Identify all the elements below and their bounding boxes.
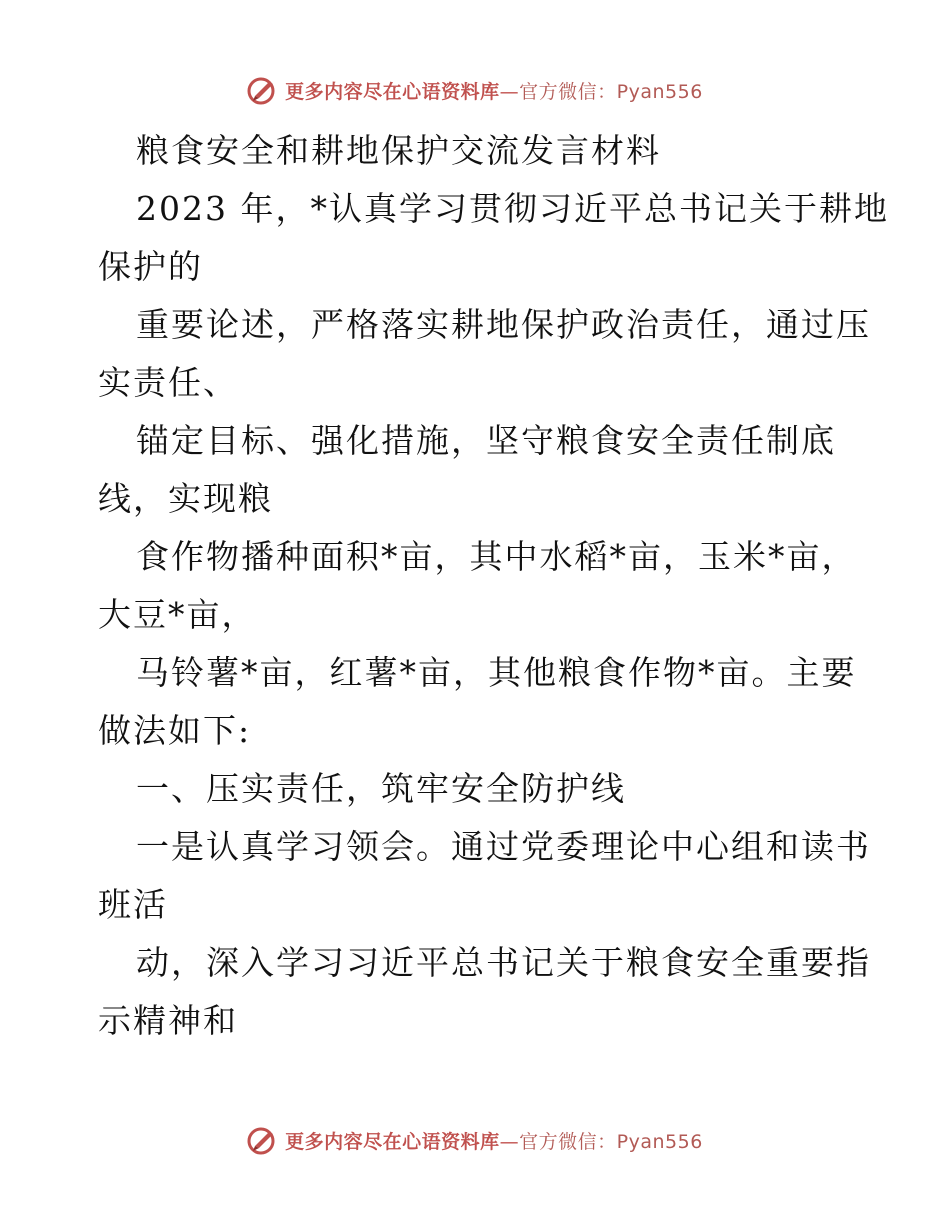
doc-line: 2023 年，*认真学习贯彻习近平总书记关于耕地 — [136, 189, 889, 228]
doc-title: 粮食安全和耕地保护交流发言材料 — [136, 131, 661, 170]
doc-line: 班活 — [98, 885, 168, 924]
banner-separator: — — [499, 1130, 520, 1153]
doc-line: 大豆*亩， — [98, 595, 257, 634]
header-banner — [0, 70, 950, 110]
banner-title: 更多内容尽在心语资料库 — [285, 80, 500, 103]
doc-line: 实责任、 — [98, 363, 238, 402]
doc-line: 锚定目标、强化措施，坚守粮食安全责任制底 — [136, 421, 836, 460]
banner-contact: 官方微信：Pyan556 — [519, 1130, 703, 1153]
doc-line: 做法如下: — [98, 711, 252, 750]
doc-line: 动，深入学习习近平总书记关于粮食安全重要指 — [136, 943, 871, 982]
pen-logo-icon — [247, 1124, 279, 1156]
footer-banner — [0, 1120, 950, 1160]
banner-separator: — — [499, 80, 520, 103]
document-body — [98, 122, 889, 1050]
pen-logo-icon — [247, 74, 279, 106]
doc-line: 保护的 — [98, 247, 203, 286]
section-heading: 一、压实责任，筑牢安全防护线 — [136, 769, 626, 808]
doc-line: 示精神和 — [98, 1001, 238, 1040]
banner-title: 更多内容尽在心语资料库 — [285, 1130, 500, 1153]
banner-contact: 官方微信：Pyan556 — [519, 80, 703, 103]
doc-line: 马铃薯*亩，红薯*亩，其他粮食作物*亩。主要 — [136, 653, 857, 692]
doc-line: 重要论述，严格落实耕地保护政治责任，通过压 — [136, 305, 871, 344]
doc-line: 食作物播种面积*亩，其中水稻*亩，玉米*亩， — [136, 537, 857, 576]
doc-line: 线，实现粮 — [98, 479, 273, 518]
doc-line: 一是认真学习领会。通过党委理论中心组和读书 — [136, 827, 871, 866]
